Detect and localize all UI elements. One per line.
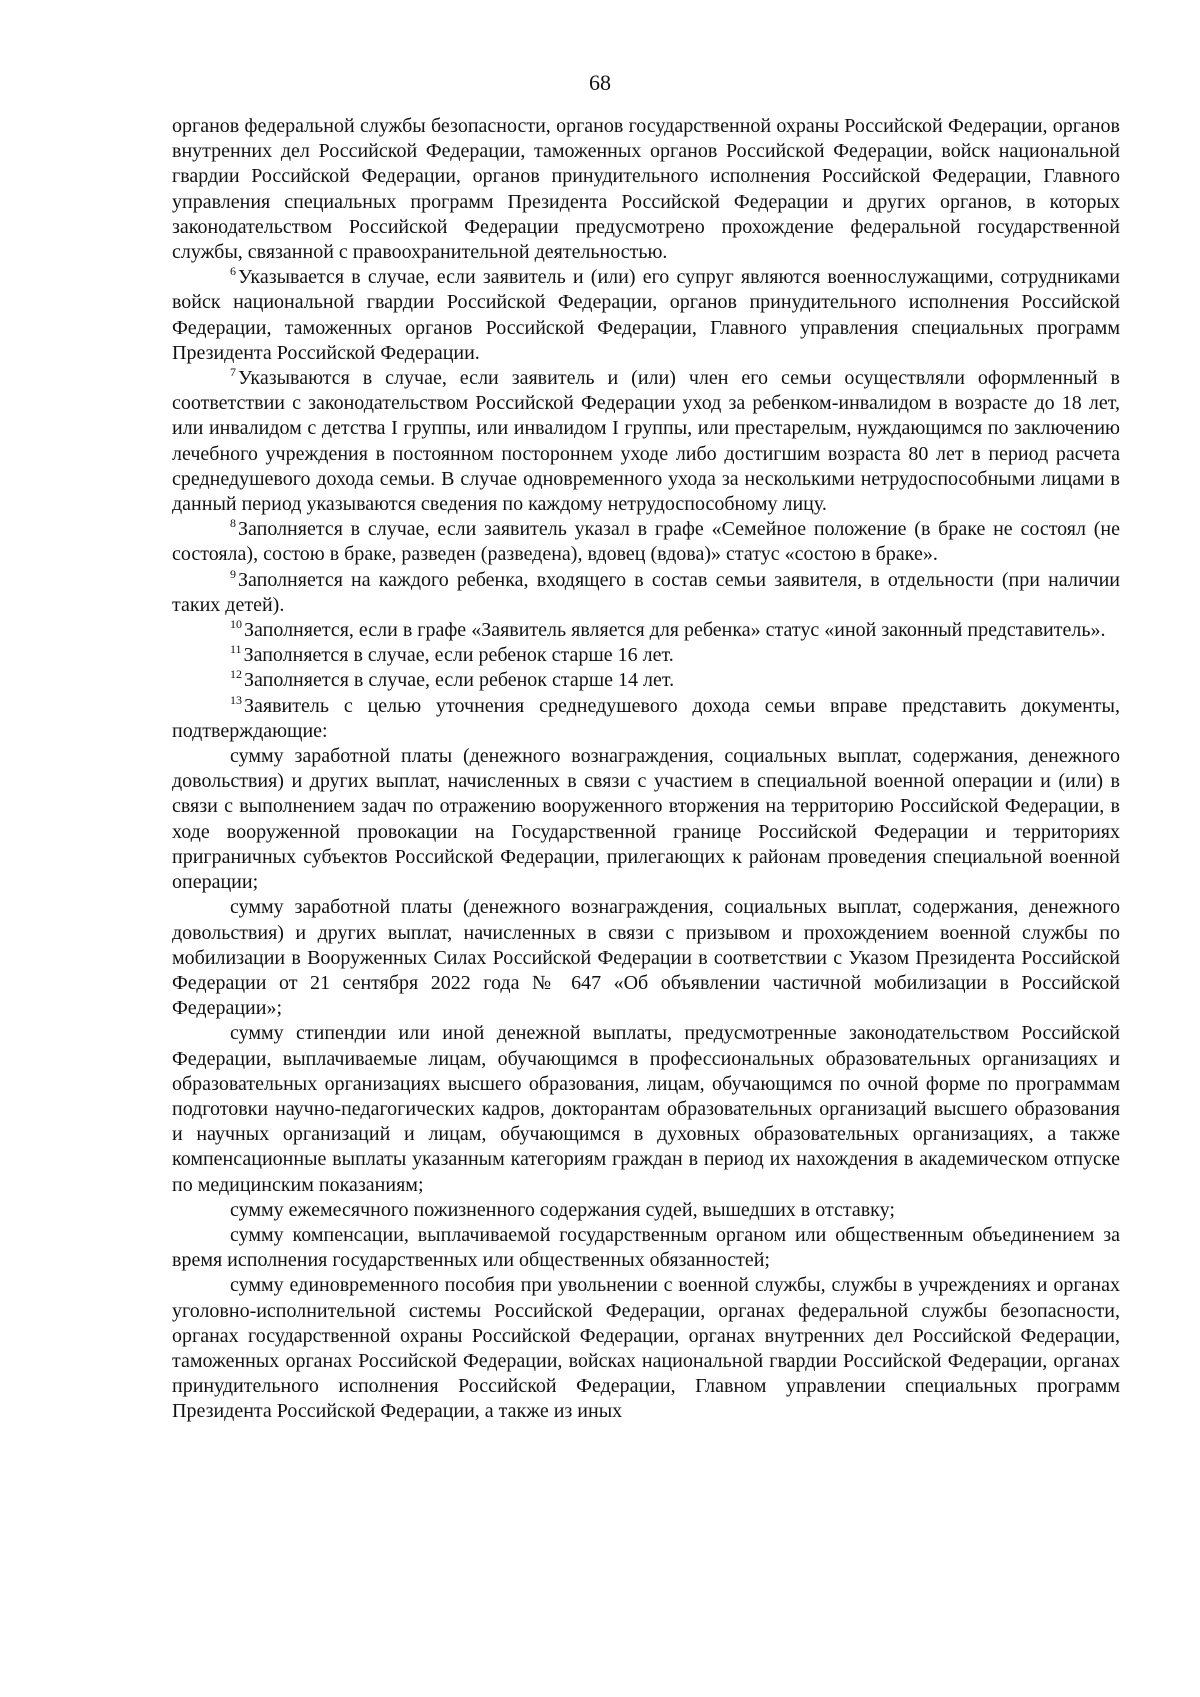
footnote-marker: 7 bbox=[230, 365, 236, 380]
footnote-9 bbox=[172, 568, 1120, 618]
footnote-marker: 10 bbox=[230, 617, 242, 632]
footnote-12 bbox=[172, 668, 1120, 693]
paragraph-text: сумму заработной платы (денежного вознаграждения, социальных выплат, содержания, денежного довольствия) и других выплат, начисленных в связи с призывом и прохождением военной службы по мобилизации в Вооруженных Силах Российской Федерации в соответствии с Указом Президента Российской Федерации от 21 сентября 2022 года № 647 «Об объявлении частичной мобилизации в Российской Федерации»; bbox=[172, 896, 1120, 1020]
page-number: 68 bbox=[589, 70, 611, 95]
footnote-marker: 6 bbox=[230, 264, 236, 279]
paragraph-text: Заявитель с целью уточнения среднедушевого дохода семьи вправе представить документы, подтверждающие: bbox=[172, 694, 1120, 742]
footnote-marker: 12 bbox=[230, 667, 242, 682]
paragraph bbox=[172, 1273, 1120, 1424]
paragraph-text: Указываются в случае, если заявитель и (или) член его семьи осуществляли оформленный в соответствии с законодательством Российской Федерации уход за ребенком-инвалидом в возрасте до 18 лет, или инвалидом с детства I группы, или инвалидом I группы, или престарелым, нуждающимся по заключению лечебного учреждения в постоянном постороннем уходе либо достигшим возраста 80 лет в период расчета среднедушевого дохода семьи. В случае одновременного ухода за несколькими нетрудоспособными лицами в данный период указываются сведения по каждому нетрудоспособному лицу. bbox=[172, 367, 1120, 516]
paragraph bbox=[172, 1223, 1120, 1273]
footnote-11 bbox=[172, 643, 1120, 668]
paragraph-text: Заполняется на каждого ребенка, входящего в состав семьи заявителя, в отдельности (при наличии таких детей). bbox=[172, 568, 1120, 616]
paragraph bbox=[172, 1021, 1120, 1197]
footnote-13 bbox=[172, 694, 1120, 744]
paragraph-text: Заполняется, если в графе «Заявитель является для ребенка» статус «иной законный представитель». bbox=[244, 619, 1106, 642]
paragraph bbox=[172, 895, 1120, 1021]
paragraph-text: Заполняется в случае, если ребенок старше 14 лет. bbox=[244, 669, 675, 692]
paragraph-text: сумму заработной платы (денежного вознаграждения, социальных выплат, содержания, денежного довольствия) и других выплат, начисленных в связи с участием в специальной военной операции и (или) в связи с выполнением задач по отражению вооруженного вторжения на территорию Российской Федерации, в ходе вооруженной провокации на Государственной границе Российской Федерации и территориях приграничных субъектов Российской Федерации, прилегающих к районам проведения специальной военной операции; bbox=[172, 745, 1120, 894]
footnote-6 bbox=[172, 265, 1120, 366]
paragraph bbox=[172, 1198, 1120, 1223]
footnotes-body bbox=[172, 114, 1120, 1425]
footnote-marker: 13 bbox=[230, 692, 242, 707]
footnote-8 bbox=[172, 517, 1120, 567]
paragraph-text: сумму стипендии или иной денежной выплаты, предусмотренные законодательством Российской Федерации, выплачиваемые лицам, обучающимся в профессиональных образовательных организациях и образовательных организациях высшего образования, лицам, обучающимся по очной форме по программам подготовки научно-педагогических кадров, докторантам образовательных организаций высшего образования и научных организаций и лицам, обучающимся в духовных образовательных организациях, а также компенсационные выплаты указанным категориям граждан в период их нахождения в академическом отпуске по медицинским показаниям; bbox=[172, 1022, 1120, 1196]
footnote-marker: 11 bbox=[230, 642, 242, 657]
paragraph-text: Заполняется в случае, если заявитель указал в графе «Семейное положение (в браке не состоял (не состояла), состою в браке, разведен (разведена), вдовец (вдова)» статус «состою в браке». bbox=[172, 518, 1120, 566]
paragraph-text: Указывается в случае, если заявитель и (или) его супруг являются военнослужащими, сотрудниками войск национальной гвардии Российской Федерации, органов принудительного исполнения Российской Федерации, таможенных органов Российской Федерации, Главного управления специальных программ Президента Российской Федерации. bbox=[172, 266, 1120, 364]
footnote-marker: 8 bbox=[230, 516, 236, 531]
footnote-marker: 9 bbox=[230, 566, 236, 581]
paragraph bbox=[172, 744, 1120, 895]
footnote-10 bbox=[172, 618, 1120, 643]
paragraph-text: сумму компенсации, выплачиваемой государственным органом или общественным объединением за время исполнения государственных или общественных обязанностей; bbox=[172, 1223, 1120, 1272]
footnote-7 bbox=[172, 366, 1120, 517]
paragraph-text: сумму единовременного пособия при увольнении с военной службы, службы в учреждениях и органах уголовно-исполнительной системы Российской Федерации, органах федеральной службы безопасности, органах государственной охраны Российской Федерации, органах внутренних дел Российской Федерации, таможенных органах Российской Федерации, войсках национальной гвардии Российской Федерации, органах принудительного исполнения Российской Федерации, Главном управлении специальных программ Президента Российской Федерации, а также из иных bbox=[172, 1274, 1120, 1423]
paragraph bbox=[172, 114, 1120, 265]
paragraph-text: Заполняется в случае, если ребенок старше 16 лет. bbox=[243, 644, 674, 667]
paragraph-text: органов федеральной службы безопасности, органов государственной охраны Российской Федерации, органов внутренних дел Российской Федерации, таможенных органов Российской Федерации, войск национальной гвардии Российской Федерации, органов принудительного исполнения Российской Федерации, Главного управления специальных программ Президента Российской Федерации и других органов, в которых законодательством Российской Федерации предусмотрено прохождение федеральной государственной службы, связанной с правоохранительной деятельностью. bbox=[172, 115, 1120, 264]
paragraph-text: сумму ежемесячного пожизненного содержания судей, вышедших в отставку; bbox=[230, 1198, 895, 1221]
